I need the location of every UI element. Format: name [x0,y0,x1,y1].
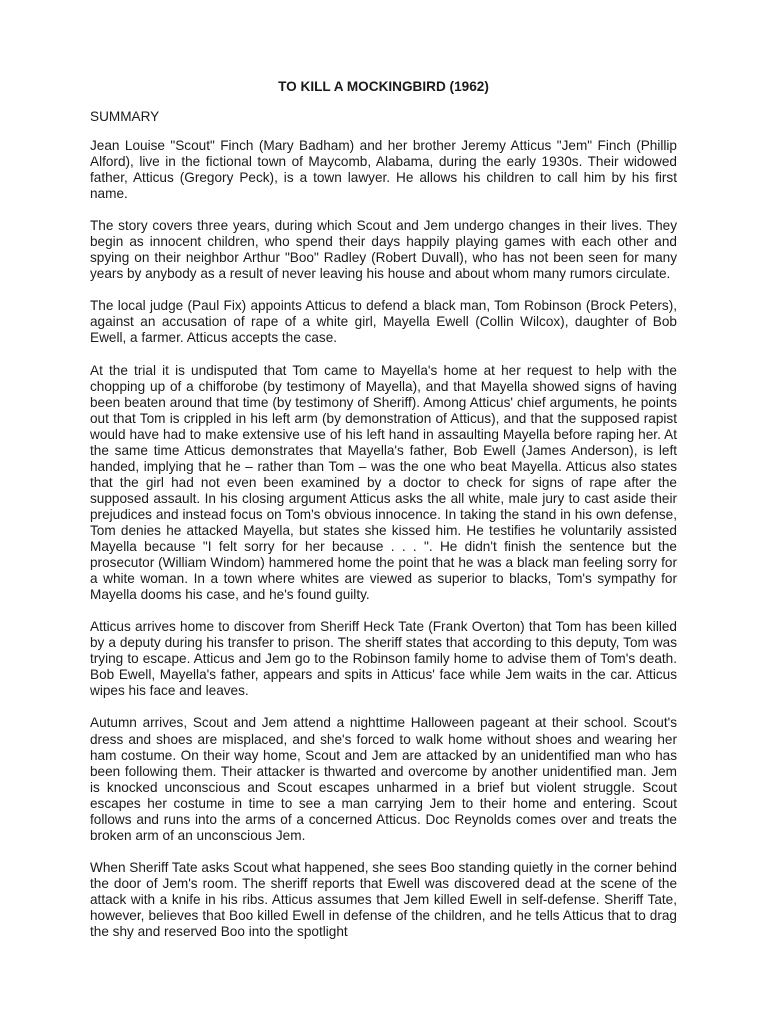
paragraph-2: The story covers three years, during which Scout and Jem undergo changes in their lives. They begin as innocent children, who spend their days happily playing games with each other and spying on their neighbor Arthur "Boo" Radley (Robert Duvall), who has not been seen for many years by anybody as a result of never leaving his house and about whom many rumors circulate. [90,218,677,282]
paragraph-1: Jean Louise "Scout" Finch (Mary Badham) and her brother Jeremy Atticus "Jem" Finch (Phillip Alford), live in the fictional town of Maycomb, Alabama, during the early 1930s. Their widowed father, Atticus (Gregory Peck), is a town lawyer. He allows his children to call him by his first name. [90,138,677,202]
paragraph-7: When Sheriff Tate asks Scout what happened, she sees Boo standing quietly in the corner behind the door of Jem's room. The sheriff reports that Ewell was discovered dead at the scene of the attack with a knife in his ribs. Atticus assumes that Jem killed Ewell in self-defense. Sheriff Tate, however, believes that Boo killed Ewell in defense of the children, and he tells Atticus that to drag the shy and reserved Boo into the spotlight [90,859,677,940]
document-page [90,78,677,956]
paragraph-6: Autumn arrives, Scout and Jem attend a nighttime Halloween pageant at their school. Scout's dress and shoes are misplaced, and she's forced to walk home without shoes and wearing her ham costume. On their way home, Scout and Jem are attacked by an unidentified man who has been following them. Their attacker is thwarted and overcome by another unidentified man. Jem is knocked unconscious and Scout escapes unharmed in a brief but violent struggle. Scout escapes her costume in time to see a man carrying Jem to their home and entering. Scout follows and runs into the arms of a concerned Atticus. Doc Reynolds comes over and treats the broken arm of an unconscious Jem. [90,715,677,843]
paragraph-4: At the trial it is undisputed that Tom came to Mayella's home at her request to help with the chopping up of a chifforobe (by testimony of Mayella), and that Mayella showed signs of having been beaten around that time (by testimony of Sheriff). Among Atticus' chief arguments, he points out that Tom is crippled in his left arm (by demonstration of Atticus), and that the supposed rapist would have had to make extensive use of his left hand in assaulting Mayella before raping her. At the same time Atticus demonstrates that Mayella's father, Bob Ewell (James Anderson), is left handed, implying that he – rather than Tom – was the one who beat Mayella. Atticus also states that the girl had not even been examined by a doctor to check for signs of rape after the supposed assault. In his closing argument Atticus asks the all white, male jury to cast aside their prejudices and instead focus on Tom's obvious innocence. In taking the stand in his own defense, Tom denies he attacked Mayella, but states she kissed him. He testifies he voluntarily assisted Mayella because "I felt sorry for her because . . . ". He didn't finish the sentence but the prosecutor (William Windom) hammered home the point that he was a black man feeling sorry for a white woman. In a town where whites are viewed as superior to blacks, Tom's sympathy for Mayella dooms his case, and he's found guilty. [90,362,677,603]
paragraph-3: The local judge (Paul Fix) appoints Atticus to defend a black man, Tom Robinson (Brock Peters), against an accusation of rape of a white girl, Mayella Ewell (Collin Wilcox), daughter of Bob Ewell, a farmer. Atticus accepts the case. [90,298,677,346]
section-heading-summary: SUMMARY [90,109,160,124]
paragraph-5: Atticus arrives home to discover from Sheriff Heck Tate (Frank Overton) that Tom has been killed by a deputy during his transfer to prison. The sheriff states that according to this deputy, Tom was trying to escape. Atticus and Jem go to the Robinson family home to advise them of Tom's death. Bob Ewell, Mayella's father, appears and spits in Atticus' face while Jem waits in the car. Atticus wipes his face and leaves. [90,619,677,699]
document-title: TO KILL A MOCKINGBIRD (1962) [278,79,489,94]
